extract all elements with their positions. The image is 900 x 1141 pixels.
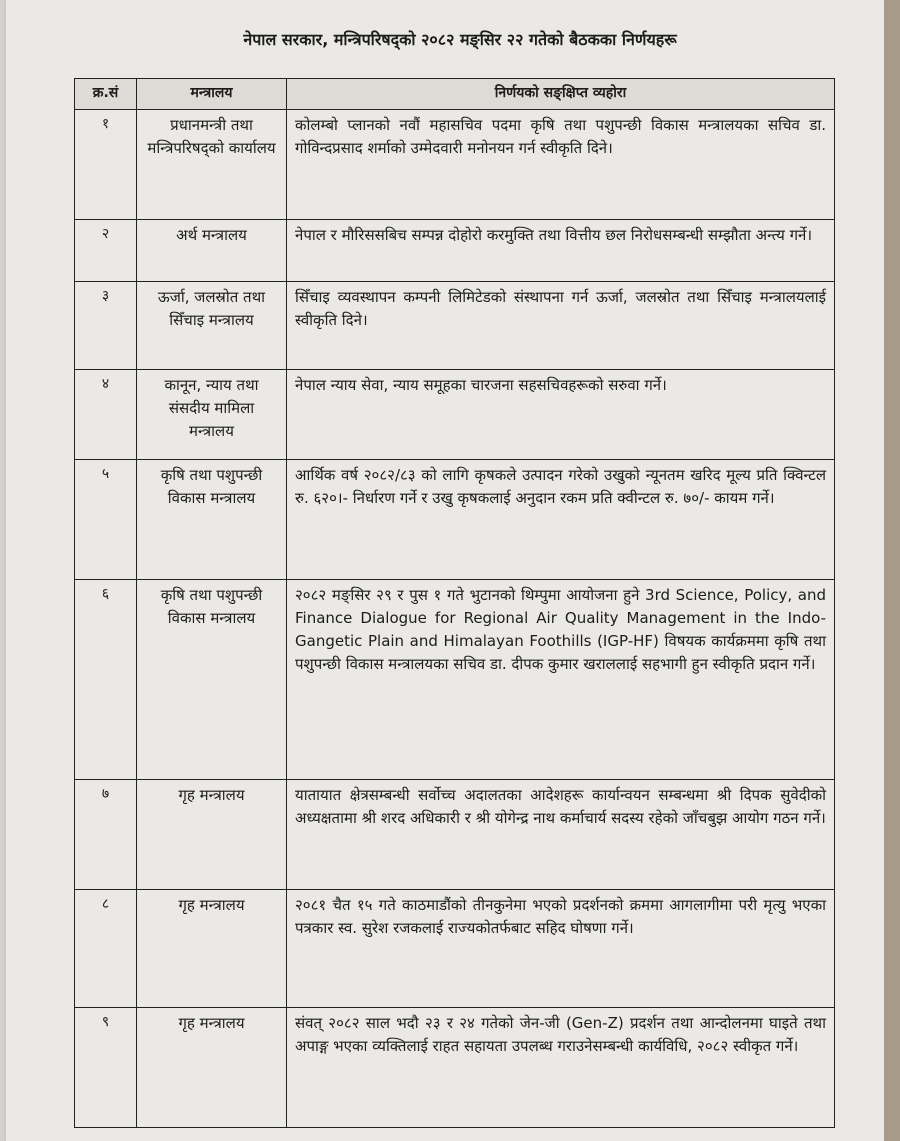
row-sn: ६ (75, 579, 137, 779)
row-ministry: गृह मन्त्रालय (137, 889, 287, 1007)
table-row (75, 779, 835, 889)
row-decision: कोलम्बो प्लानको नवौं महासचिव पदमा कृषि तथा पशुपन्छी विकास मन्त्रालयका सचिव डा. गोविन्दप्रसाद शर्माको उम्मेदवारी मनोनयन गर्न स्वीकृति दिने। (287, 109, 835, 219)
row-decision: संवत् २०८२ साल भदौ २३ र २४ गतेको जेन-जी (Gen-Z) प्रदर्शन तथा आन्दोलनमा घाइते तथा अपाङ्ग भएका व्यक्तिलाई राहत सहायता उपलब्ध गराउनेसम्बन्धी कार्यविधि, २०८२ स्वीकृत गर्ने। (287, 1007, 835, 1127)
row-ministry: कृषि तथा पशुपन्छी विकास मन्त्रालय (137, 459, 287, 579)
row-decision: आर्थिक वर्ष २०८२/८३ को लागि कृषकले उत्पादन गरेको उखुको न्यूनतम खरिद मूल्य प्रति क्विन्टल रु. ६२०।- निर्धारण गर्ने र उखु कृषकलाई अनुदान रकम प्रति क्वीन्टल रु. ७०/- कायम गर्ने। (287, 459, 835, 579)
table-row (75, 459, 835, 579)
table-row (75, 219, 835, 281)
decisions-table (74, 78, 835, 1128)
table-row (75, 889, 835, 1007)
row-decision: २०८१ चैत १५ गते काठमाडौंको तीनकुनेमा भएको प्रदर्शनको क्रममा आगलागीमा परी मृत्यु भएका पत्रकार स्व. सुरेश रजकलाई राज्यकोतर्फबाट सहिद घोषणा गर्ने। (287, 889, 835, 1007)
row-sn: ९ (75, 1007, 137, 1127)
row-ministry: कृषि तथा पशुपन्छी विकास मन्त्रालय (137, 579, 287, 779)
background-edge (884, 0, 900, 1141)
row-decision: यातायात क्षेत्रसम्बन्धी सर्वोच्च अदालतका आदेशहरू कार्यान्वयन सम्बन्धमा श्री दिपक सुवेदीको अध्यक्षतामा श्री शरद अधिकारी र श्री योगेन्द्र नाथ कर्माचार्य सदस्य रहेको जाँचबुझ आयोग गठन गर्ने। (287, 779, 835, 889)
table-header-row (75, 79, 835, 110)
page-title: नेपाल सरकार, मन्त्रिपरिषद्को २०८२ मङ्सिर २२ गतेको बैठकका निर्णयहरू (243, 30, 677, 49)
table-row (75, 579, 835, 779)
header-decision: निर्णयको सङ्क्षिप्त व्यहोरा (287, 79, 835, 110)
row-ministry: अर्थ मन्त्रालय (137, 219, 287, 281)
table-row (75, 369, 835, 459)
row-sn: ३ (75, 281, 137, 369)
header-sn: क्र.सं (75, 79, 137, 110)
table-row (75, 281, 835, 369)
table-row (75, 1007, 835, 1127)
row-decision: २०८२ मङ्सिर २९ र पुस १ गते भुटानको थिम्पुमा आयोजना हुने 3rd Science, Policy, and Finance Dialogue for Regional Air Quality Management in the Indo-Gangetic Plain and Himalayan Foothills (IGP-HF) विषयक कार्यक्रममा कृषि तथा पशुपन्छी विकास मन्त्रालयका सचिव डा. दीपक कुमार खराललाई सहभागी हुन स्वीकृति प्रदान गर्ने। (287, 579, 835, 779)
row-ministry: गृह मन्त्रालय (137, 779, 287, 889)
row-sn: ८ (75, 889, 137, 1007)
row-ministry: कानून, न्याय तथा संसदीय मामिला मन्त्रालय (137, 369, 287, 459)
row-sn: ४ (75, 369, 137, 459)
row-decision: नेपाल र मौरिससबिच सम्पन्न दोहोरो करमुक्ति तथा वित्तीय छल निरोधसम्बन्धी सम्झौता अन्त्य गर्ने। (287, 219, 835, 281)
row-decision: नेपाल न्याय सेवा, न्याय समूहका चारजना सहसचिवहरूको सरुवा गर्ने। (287, 369, 835, 459)
row-ministry: प्रधानमन्त्री तथा मन्त्रिपरिषद्को कार्यालय (137, 109, 287, 219)
row-sn: २ (75, 219, 137, 281)
header-ministry: मन्त्रालय (137, 79, 287, 110)
row-sn: ७ (75, 779, 137, 889)
row-ministry: गृह मन्त्रालय (137, 1007, 287, 1127)
table-row (75, 109, 835, 219)
row-sn: १ (75, 109, 137, 219)
row-decision: सिँचाइ व्यवस्थापन कम्पनी लिमिटेडको संस्थापना गर्न ऊर्जा, जलस्रोत तथा सिँचाइ मन्त्रालयलाई स्वीकृति दिने। (287, 281, 835, 369)
row-ministry: ऊर्जा, जलस्रोत तथा सिँचाइ मन्त्रालय (137, 281, 287, 369)
row-sn: ५ (75, 459, 137, 579)
